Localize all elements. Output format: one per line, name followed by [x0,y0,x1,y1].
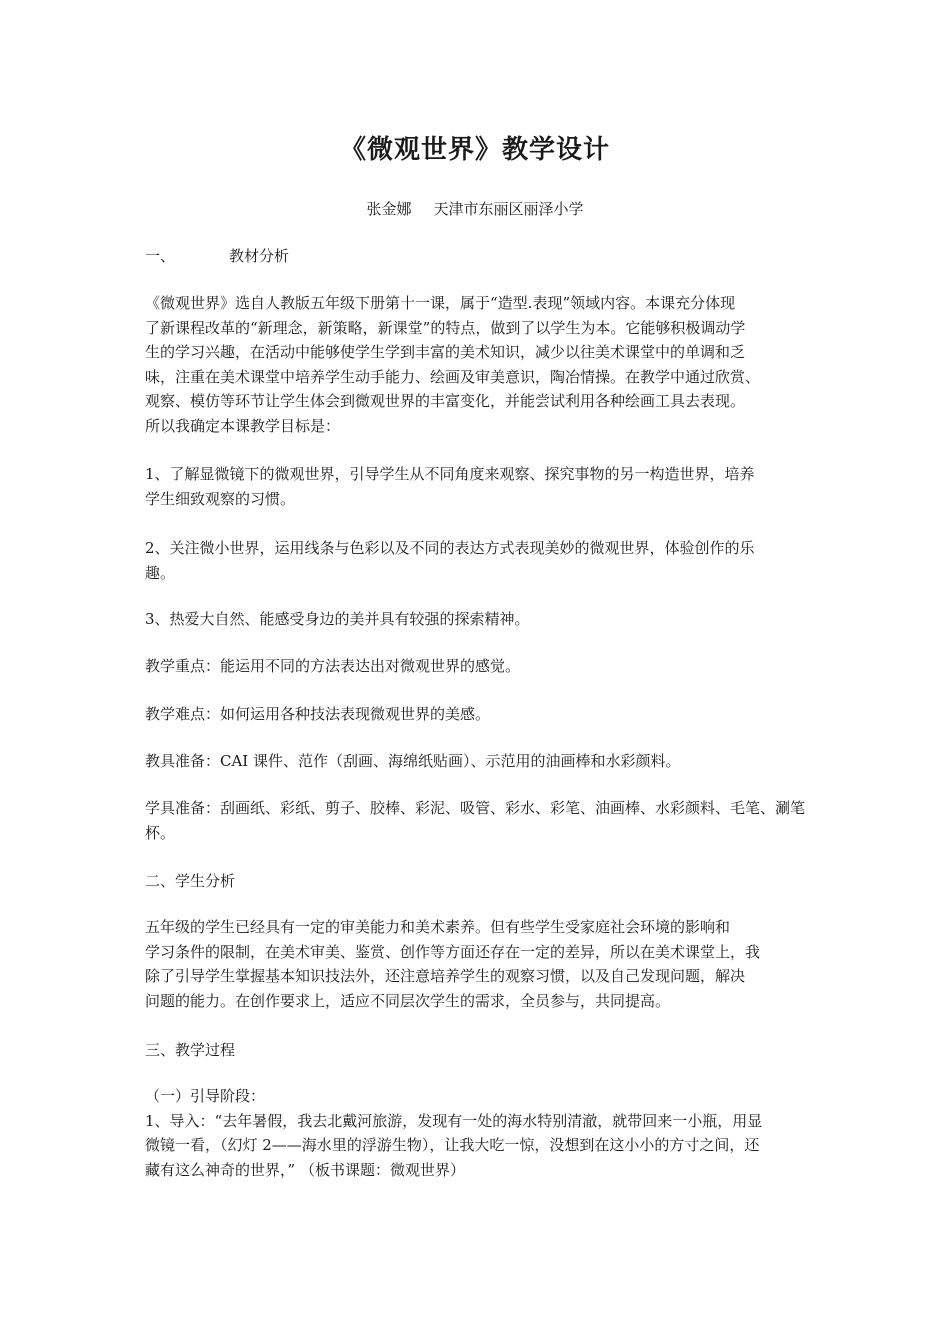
paragraph-line: 生的学习兴趣，在活动中能够使学生学到丰富的美术知识，减少以往美术课堂中的单调和乏 [145,343,746,361]
section-title: 教材分析 [229,247,290,265]
section-title: 三、教学过程 [145,1041,236,1059]
document-title: 《微观世界》教学设计 [339,135,610,165]
author-line [0,197,950,221]
paragraph-line: 1、了解显微镜下的微观世界，引导学生从不同角度来观察、探究事物的另一构造世界，培养 [145,465,755,483]
key-point-paragraph [145,654,809,679]
paragraph-line: 3、热爱大自然、能感受身边的美并具有较强的探索精神。 [145,610,530,628]
student-tools-paragraph [145,796,809,845]
paragraph-line: 学生细致观察的习惯。 [145,489,296,508]
goal-1-paragraph [145,462,809,511]
paragraph-line: 教具准备：CAI 课件、范作（刮画、海绵纸贴画）、示范用的油画棒和水彩颜料。 [145,752,681,770]
author-name: 张金娜 [366,200,412,218]
paragraph-line: 微镜一看，（幻灯 2——海水里的浮游生物），让我大吃一惊，没想到在这小小的方寸之间，还 [145,1136,760,1154]
difficulty-paragraph [145,702,809,727]
intro-paragraph [145,291,809,438]
paragraph-line: 问题的能力。在创作要求上，适应不同层次学生的需求，全员参与，共同提高。 [145,991,671,1010]
paragraph-line: 教学重点：能运用不同的方法表达出对微观世界的感觉。 [145,657,521,675]
student-analysis-paragraph [145,915,809,1013]
section-heading-materials [145,244,809,269]
paragraph-line: 观察、模仿等环节让学生体会到微观世界的丰富变化，并能尝试利用各种绘画工具去表现。 [145,392,746,410]
section-heading-students [145,869,809,894]
paragraph-line: 除了引导学生掌握基本知识技法外，还注意培养学生的观察习惯，以及自己发现问题，解决 [145,967,746,985]
section-heading-process [145,1038,809,1063]
paragraph-line: 教学难点：如何运用各种技法表现微观世界的美感。 [145,705,491,723]
goal-3-paragraph [145,607,809,632]
paragraph-line: 学具准备：刮画纸、彩纸、剪子、胶棒、彩泥、吸管、彩水、彩笔、油画棒、水彩颜料、毛笔、涮笔 [145,799,806,817]
subsection-title: （一）引导阶段： [145,1087,266,1105]
goal-2-paragraph [145,536,809,585]
paragraph-line: 藏有这么神奇的世界，” （板书课题：微观世界） [145,1160,465,1179]
section-number: 一、 [145,247,176,265]
teacher-tools-paragraph [145,749,809,774]
author-school: 天津市东丽区丽泽小学 [433,200,584,218]
paragraph-line: 1、导入：“去年暑假，我去北戴河旅游，发现有一处的海水特别清澈，就带回来一小瓶，用显 [145,1111,763,1130]
paragraph-line: 2、关注微小世界，运用线条与色彩以及不同的表达方式表现美妙的微观世界，体验创作的乐 [145,539,755,557]
paragraph-line: 《微观世界》选自人教版五年级下册第十一课，属于“造型.表现”领域内容。本课充分体现 [145,294,736,312]
paragraph-line: 杯。 [145,823,176,842]
paragraph-line: 趣。 [145,563,176,582]
paragraph-line: 所以我确定本课教学目标是： [145,416,341,435]
paragraph-line: 了新课程改革的“新理念，新策略，新课堂”的特点，做到了以学生为本。它能够积极调动学 [145,318,746,337]
stage-1-block [145,1084,809,1182]
paragraph-line: 学习条件的限制，在美术审美、鉴赏、创作等方面还存在一定的差异，所以在美术课堂上，我 [145,942,761,961]
paragraph-line: 味，注重在美术课堂中培养学生动手能力、绘画及审美意识，陶冶情操。在教学中通过欣赏、 [145,367,761,386]
paragraph-line: 五年级的学生已经具有一定的审美能力和美术素养。但有些学生受家庭社会环境的影响和 [145,918,731,936]
section-title: 二、学生分析 [145,872,236,890]
